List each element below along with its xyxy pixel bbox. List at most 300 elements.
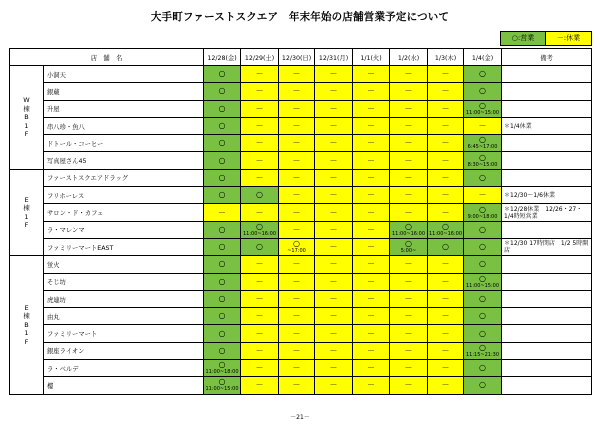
status-cell	[428, 152, 464, 169]
remarks-cell	[502, 273, 592, 290]
status-cell	[315, 308, 353, 325]
status-mark: ○	[479, 224, 486, 234]
status-cell	[204, 187, 241, 204]
status-mark: －	[329, 363, 338, 373]
status-mark: ○	[479, 273, 486, 283]
status-cell	[464, 187, 502, 204]
status-cell	[315, 273, 353, 290]
status-mark: －	[329, 138, 338, 148]
status-mark: ○	[442, 221, 449, 231]
table-row	[10, 169, 592, 186]
hours-text: 5:00~	[400, 248, 417, 255]
status-cell	[353, 169, 390, 186]
status-mark: ○	[218, 121, 226, 131]
status-mark: ○	[479, 328, 486, 338]
table-row	[10, 83, 592, 100]
status-mark: ○	[218, 377, 226, 387]
status-mark: －	[367, 294, 376, 303]
status-cell	[464, 273, 502, 290]
hours-text: 9:00~18:00	[467, 213, 498, 220]
hours-text: 11:00~16:00	[392, 230, 426, 237]
status-mark: －	[404, 294, 413, 303]
status-cell	[428, 169, 464, 186]
status-cell	[428, 360, 464, 377]
status-mark: －	[441, 345, 450, 355]
status-mark: －	[404, 155, 413, 165]
header-date: 12/31(月)	[315, 49, 353, 66]
status-cell	[353, 360, 390, 377]
status-mark: －	[404, 69, 413, 79]
status-mark: －	[329, 121, 338, 131]
status-mark: ○	[218, 69, 226, 79]
table-row	[10, 221, 592, 238]
status-cell	[279, 290, 315, 307]
status-mark: ○	[479, 172, 486, 182]
header-date: 1/2(水)	[390, 49, 428, 66]
status-cell	[428, 221, 464, 238]
status-cell	[464, 342, 502, 359]
status-cell	[390, 152, 428, 169]
status-mark: ○	[256, 221, 263, 231]
status-mark: ○	[479, 135, 486, 145]
status-mark: －	[367, 259, 376, 269]
status-cell	[353, 325, 390, 342]
status-cell	[279, 238, 315, 255]
status-mark: －	[255, 294, 264, 303]
status-mark: －	[329, 190, 338, 200]
status-mark: －	[329, 259, 338, 269]
status-mark: －	[255, 103, 264, 113]
status-mark: －	[367, 155, 376, 165]
status-cell	[315, 187, 353, 204]
shop-name: 銀蔵	[44, 83, 204, 100]
status-mark: －	[329, 345, 338, 355]
status-mark: －	[292, 155, 301, 165]
status-cell	[241, 377, 279, 394]
status-cell	[353, 100, 390, 117]
status-mark: －	[255, 155, 264, 165]
status-mark: ○	[479, 342, 486, 352]
shop-name: ドトール・コーヒー	[44, 135, 204, 152]
status-cell	[279, 169, 315, 186]
status-mark: －	[329, 103, 338, 113]
table-row	[10, 308, 592, 325]
table-row	[10, 135, 592, 152]
status-cell	[390, 135, 428, 152]
status-cell	[279, 221, 315, 238]
shop-name: 小洞天	[44, 66, 204, 83]
status-cell	[241, 135, 279, 152]
status-cell	[279, 152, 315, 169]
status-cell	[241, 342, 279, 359]
status-cell	[353, 308, 390, 325]
status-cell	[241, 83, 279, 100]
status-cell	[315, 204, 353, 221]
status-cell	[279, 308, 315, 325]
status-mark: －	[441, 207, 450, 217]
status-mark: ○	[479, 204, 486, 214]
status-cell	[464, 152, 502, 169]
status-cell	[390, 290, 428, 307]
status-cell	[204, 325, 241, 342]
status-cell	[315, 135, 353, 152]
status-cell	[353, 187, 390, 204]
remarks-cell: ＊12/30～1/6休業	[502, 187, 592, 204]
status-cell	[428, 204, 464, 221]
status-mark: ○	[256, 190, 263, 200]
status-mark: －	[292, 172, 301, 182]
header-remarks: 備考	[502, 49, 592, 66]
status-mark: －	[329, 242, 338, 252]
status-cell	[353, 152, 390, 169]
shop-name: 升屋	[44, 100, 204, 117]
status-cell	[464, 221, 502, 238]
status-mark: ○	[218, 242, 226, 252]
status-cell	[204, 100, 241, 117]
status-mark: －	[404, 311, 413, 321]
table-row	[10, 377, 592, 394]
status-mark: －	[255, 276, 264, 286]
status-cell	[428, 187, 464, 204]
status-mark: －	[255, 380, 264, 390]
status-cell	[428, 325, 464, 342]
header-date: 1/1(火)	[353, 49, 390, 66]
status-mark: －	[478, 190, 487, 200]
status-cell	[204, 360, 241, 377]
table-row	[10, 187, 592, 204]
status-mark: －	[255, 86, 264, 96]
status-mark: ○	[479, 363, 486, 373]
status-mark: －	[404, 121, 413, 131]
status-mark: －	[404, 276, 413, 286]
status-cell	[279, 360, 315, 377]
shop-name: サロン・ド・カフェ	[44, 204, 204, 221]
status-cell	[204, 377, 241, 394]
header-date: 12/30(日)	[279, 49, 315, 66]
table-row	[10, 100, 592, 117]
status-cell	[464, 100, 502, 117]
status-mark: －	[329, 207, 338, 217]
status-cell	[279, 100, 315, 117]
status-cell	[204, 152, 241, 169]
status-mark: －	[292, 294, 301, 303]
status-mark: －	[404, 363, 413, 373]
status-mark: －	[367, 69, 376, 79]
status-cell	[353, 117, 390, 134]
status-cell	[353, 83, 390, 100]
remarks-cell: ＊12/30 17時閉店 1/2 5時開店	[502, 238, 592, 255]
status-mark: －	[404, 345, 413, 355]
status-mark: －	[367, 276, 376, 286]
area-label: W 棟 B 1 F	[10, 66, 44, 170]
status-cell	[428, 377, 464, 394]
status-mark: ○	[256, 242, 263, 252]
status-cell	[279, 342, 315, 359]
status-cell	[464, 325, 502, 342]
remarks-cell	[502, 325, 592, 342]
status-cell	[464, 290, 502, 307]
status-mark: －	[367, 242, 376, 252]
hours-text: 6:45~17:00	[467, 144, 498, 151]
status-cell	[279, 377, 315, 394]
status-cell	[204, 66, 241, 83]
status-cell	[279, 204, 315, 221]
status-mark: －	[404, 207, 413, 217]
status-mark: －	[441, 380, 450, 390]
status-cell	[390, 325, 428, 342]
status-mark: －	[404, 328, 413, 338]
status-mark: －	[292, 207, 301, 217]
area-label: E 棟 1 F	[10, 169, 44, 255]
status-mark: －	[329, 224, 338, 234]
status-mark: －	[255, 138, 264, 148]
status-cell	[390, 342, 428, 359]
status-mark: －	[441, 155, 450, 165]
status-mark: －	[404, 86, 413, 96]
status-cell	[353, 66, 390, 83]
table-row	[10, 360, 592, 377]
status-mark: ○	[218, 155, 226, 165]
status-mark: ○	[218, 294, 226, 303]
status-cell	[390, 273, 428, 290]
status-mark: －	[255, 363, 264, 373]
status-cell	[279, 187, 315, 204]
status-cell	[241, 256, 279, 273]
status-cell	[464, 169, 502, 186]
remarks-cell: ＊12/28休業 12/26・27・1/4時短営業	[502, 204, 592, 221]
status-mark: －	[292, 224, 301, 234]
status-mark: －	[478, 121, 487, 131]
status-cell	[353, 273, 390, 290]
status-cell	[315, 83, 353, 100]
status-mark: －	[441, 276, 450, 286]
table-row	[10, 152, 592, 169]
remarks-cell: ＊1/4休業	[502, 117, 592, 134]
status-mark: －	[292, 190, 301, 200]
shop-name: 銀座ライオン	[44, 342, 204, 359]
status-mark: －	[292, 69, 301, 79]
status-mark: ○	[218, 311, 226, 321]
status-cell	[241, 187, 279, 204]
status-mark: ○	[405, 239, 412, 249]
status-mark: －	[367, 363, 376, 373]
status-mark: ○	[218, 345, 226, 355]
shop-name: 写真屋さん45	[44, 152, 204, 169]
status-mark: ○	[218, 190, 226, 200]
status-cell	[464, 360, 502, 377]
status-mark: －	[441, 172, 450, 182]
hours-text: 11:00~15:00	[205, 386, 239, 393]
status-mark: －	[367, 138, 376, 148]
status-cell	[204, 273, 241, 290]
remarks-cell	[502, 290, 592, 307]
status-mark: ○	[293, 239, 300, 249]
status-cell	[204, 204, 241, 221]
status-cell	[241, 325, 279, 342]
hours-text: 11:15~21:30	[466, 351, 500, 358]
status-mark: －	[255, 69, 264, 79]
status-mark: －	[441, 363, 450, 373]
status-mark: ○	[479, 242, 486, 252]
status-cell	[353, 342, 390, 359]
remarks-cell	[502, 360, 592, 377]
status-mark: －	[292, 86, 301, 96]
shop-name: ラ・マレンマ	[44, 221, 204, 238]
status-cell	[353, 221, 390, 238]
status-mark: －	[367, 86, 376, 96]
status-cell	[390, 238, 428, 255]
status-cell	[204, 117, 241, 134]
status-mark: －	[367, 311, 376, 321]
status-mark: －	[367, 207, 376, 217]
header-date: 12/29(土)	[241, 49, 279, 66]
status-mark: －	[292, 328, 301, 338]
status-mark: －	[367, 172, 376, 182]
status-mark: －	[404, 190, 413, 200]
status-mark: －	[255, 172, 264, 182]
status-mark: ○	[479, 69, 486, 79]
status-mark: －	[218, 207, 227, 217]
status-mark: ○	[479, 311, 486, 321]
status-cell	[279, 325, 315, 342]
status-cell	[390, 377, 428, 394]
status-cell	[390, 360, 428, 377]
status-cell	[241, 221, 279, 238]
status-cell	[315, 66, 353, 83]
status-mark: ○	[479, 380, 486, 390]
status-mark: －	[292, 121, 301, 131]
status-mark: －	[255, 259, 264, 269]
status-cell	[241, 360, 279, 377]
status-mark: －	[441, 138, 450, 148]
status-mark: ○	[218, 360, 226, 370]
header-date: 1/4(金)	[464, 49, 502, 66]
status-cell	[315, 360, 353, 377]
status-cell	[279, 83, 315, 100]
status-mark: －	[329, 294, 338, 303]
status-cell	[279, 66, 315, 83]
table-row	[10, 273, 592, 290]
status-cell	[315, 377, 353, 394]
legend-open: ○:営業	[500, 31, 546, 46]
status-mark: －	[329, 328, 338, 338]
status-mark: －	[367, 345, 376, 355]
status-mark: －	[292, 345, 301, 355]
status-mark: －	[329, 276, 338, 286]
status-mark: ○	[479, 152, 486, 162]
table-row	[10, 256, 592, 273]
status-cell	[428, 308, 464, 325]
remarks-cell	[502, 66, 592, 83]
status-cell	[204, 238, 241, 255]
table-row	[10, 342, 592, 359]
status-mark: －	[329, 86, 338, 96]
status-mark: －	[329, 69, 338, 79]
status-cell	[315, 100, 353, 117]
hours-text: 11:00~18:00	[205, 369, 239, 376]
status-cell	[241, 66, 279, 83]
status-mark: －	[255, 121, 264, 131]
shop-name: 串八珍・魚八	[44, 117, 204, 134]
status-mark: －	[292, 259, 301, 269]
schedule-table	[9, 48, 592, 395]
status-cell	[464, 256, 502, 273]
status-mark: ○	[479, 86, 486, 96]
area-label: E 棟 B 1 F	[10, 256, 44, 394]
status-mark: －	[255, 345, 264, 355]
status-mark: －	[404, 259, 413, 269]
status-cell	[390, 83, 428, 100]
status-cell	[390, 66, 428, 83]
status-cell	[390, 117, 428, 134]
status-mark: －	[367, 190, 376, 200]
status-cell	[464, 308, 502, 325]
status-mark: －	[329, 172, 338, 182]
status-mark: ○	[218, 259, 226, 269]
status-cell	[390, 221, 428, 238]
status-mark: ○	[218, 103, 226, 113]
status-mark: －	[367, 380, 376, 390]
table-row	[10, 238, 592, 255]
status-cell	[241, 100, 279, 117]
status-cell	[241, 152, 279, 169]
status-mark: －	[441, 328, 450, 338]
table-row	[10, 66, 592, 83]
remarks-cell	[502, 152, 592, 169]
status-mark: ○	[479, 259, 486, 269]
status-cell	[428, 290, 464, 307]
status-cell	[241, 169, 279, 186]
table-row	[10, 117, 592, 134]
status-cell	[428, 342, 464, 359]
status-cell	[279, 117, 315, 134]
shop-name: そじ坊	[44, 273, 204, 290]
status-mark: －	[404, 380, 413, 390]
status-cell	[428, 135, 464, 152]
remarks-cell	[502, 256, 592, 273]
status-cell	[204, 135, 241, 152]
status-mark: －	[329, 380, 338, 390]
status-mark: －	[441, 103, 450, 113]
status-cell	[428, 100, 464, 117]
hours-text: 11:00~16:00	[243, 230, 277, 237]
status-cell	[241, 290, 279, 307]
status-cell	[315, 238, 353, 255]
remarks-cell	[502, 83, 592, 100]
status-mark: －	[292, 103, 301, 113]
shop-name: 虎連坊	[44, 290, 204, 307]
status-cell	[241, 117, 279, 134]
remarks-cell	[502, 135, 592, 152]
status-mark: －	[404, 172, 413, 182]
status-cell	[464, 66, 502, 83]
status-cell	[428, 83, 464, 100]
status-mark: －	[404, 103, 413, 113]
status-cell	[315, 290, 353, 307]
status-cell	[390, 256, 428, 273]
page-title: 大手町ファーストスクエア 年末年始の店舗営業予定について	[150, 11, 450, 23]
status-cell	[315, 221, 353, 238]
status-cell	[353, 135, 390, 152]
header-date: 12/28(金)	[204, 49, 241, 66]
remarks-cell	[502, 169, 592, 186]
status-mark: －	[329, 311, 338, 321]
status-mark: －	[441, 294, 450, 303]
header-date: 1/3(木)	[428, 49, 464, 66]
status-cell	[204, 221, 241, 238]
status-mark: ○	[218, 86, 226, 96]
status-mark: ○	[218, 328, 226, 338]
